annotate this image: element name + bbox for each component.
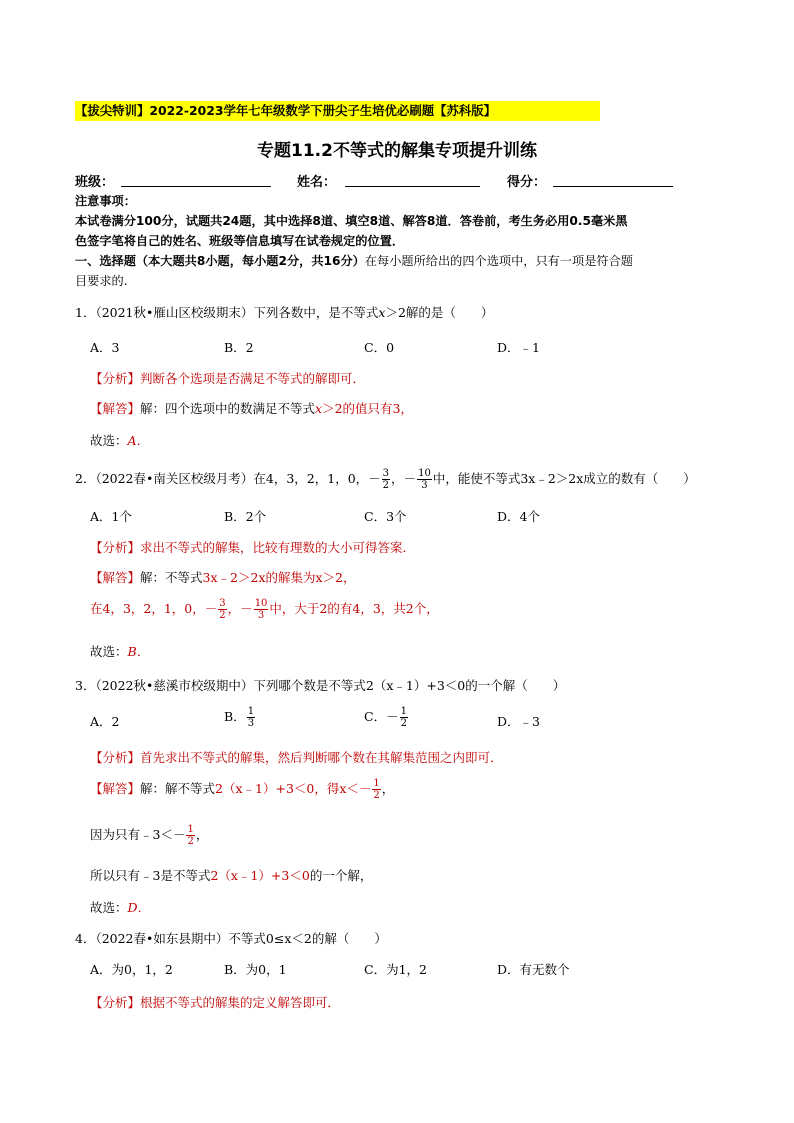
q1-analysis: 【分析】判断各个选项是否满足不等式的解即可．: [90, 371, 366, 386]
q2-option-c[interactable]: C．3个: [364, 509, 407, 524]
q3-analysis: 【分析】首先求出不等式的解集，然后判断哪个数在其解集范围之内即可．: [90, 750, 503, 765]
q2-option-a[interactable]: A．1个: [90, 509, 132, 524]
q3-option-d[interactable]: D．﹣3: [497, 714, 540, 729]
q3-option-b[interactable]: B． $\frac{1}{3}$: [224, 706, 255, 729]
q4-option-c[interactable]: C．为1，2: [364, 962, 427, 977]
q1-answer: 【解答】解：四个选项中的数满足不等式x＞2的值只有3，: [90, 401, 413, 416]
notice-heading: 注意事项：: [75, 194, 136, 208]
class-blank[interactable]: [121, 186, 271, 187]
series-banner: 【拔尖特训】2022-2023学年七年级数学下册尖子生培优必刷题【苏科版】: [75, 101, 600, 121]
question-3-stem: 3．（2022秋•慈溪市校级期中）下列哪个数是不等式2（x﹣1）+3＜0的一个解（ ）: [75, 678, 566, 693]
q2-option-d[interactable]: D．4个: [497, 509, 540, 524]
q2-option-b[interactable]: B．2个: [224, 509, 267, 524]
q1-option-c[interactable]: C．0: [364, 340, 395, 355]
name-blank[interactable]: [345, 186, 480, 187]
name-label: 姓名：: [297, 175, 337, 190]
q2-analysis: 【分析】求出不等式的解集，比较有理数的大小可得答案．: [90, 540, 416, 555]
q2-answer: 【解答】解：不等式3x﹣2＞2x的解集为x＞2，: [90, 570, 356, 585]
score-blank[interactable]: [553, 186, 673, 187]
q3-answer-line-2: 因为只有﹣3＜－ $\frac{1}{2}$ ，: [90, 824, 209, 847]
question-4-stem: 4．（2022春•如东县期中）不等式0≤x＜2的解（ ）: [75, 931, 387, 946]
q4-analysis: 【分析】根据不等式的解集的定义解答即可．: [90, 995, 341, 1010]
score-label: 得分：: [507, 175, 547, 190]
q1-option-d[interactable]: D．﹣1: [497, 340, 540, 355]
notice-line-1: 本试卷满分100分，试题共24题，其中选择8道、填空8道、解答8道．答卷前，考生务必用0.5毫米黑: [75, 214, 628, 228]
q3-option-a[interactable]: A．2: [90, 714, 120, 729]
q4-option-b[interactable]: B．为0，1: [224, 962, 287, 977]
class-label: 班级：: [75, 175, 115, 190]
q2-answer-line-2: 在4，3，2，1，0，－ $\frac{3}{2}$ ，－ $\frac{10}{3}$ 中，大于2的有4，3，共2个，: [90, 598, 439, 621]
question-1-stem: 1．（2021秋•雁山区校级期末）下列各数中，是不等式x＞2解的是（ ）: [75, 305, 494, 320]
q4-option-a[interactable]: A．为0，1，2: [90, 962, 173, 977]
notice-line-2: 色签字笔将自己的姓名、班级等信息填写在试卷规定的位置．: [75, 234, 405, 248]
student-info-row: [75, 170, 725, 192]
q4-option-d[interactable]: D．有无数个: [497, 962, 570, 977]
q3-answer: 【解答】解：解不等式2（x﹣1）+3＜0，得x＜－ $\frac{1}{2}$ ，: [90, 778, 395, 801]
q3-option-c[interactable]: C．－ $\frac{1}{2}$: [364, 706, 407, 729]
q3-answer-line-3: 所以只有﹣3是不等式2（x﹣1）+3＜0的一个解，: [90, 868, 373, 883]
q2-choice: 故选：B．: [90, 644, 150, 659]
q1-option-b[interactable]: B．2: [224, 340, 254, 355]
q1-option-a[interactable]: A．3: [90, 340, 120, 355]
section-heading-line-1: 一、选择题（本大题共8小题，每小题2分，共16分）在每小题所给出的四个选项中，只有一项是符合题: [75, 254, 633, 268]
q1-choice: 故选：A．: [90, 433, 150, 448]
page-title: 专题11.2不等式的解集专项提升训练: [257, 141, 537, 161]
q3-choice: 故选：D．: [90, 900, 151, 915]
section-heading-line-2: 目要求的.: [75, 274, 128, 288]
question-2-stem: 2．（2022春•南关区校级月考）在4，3，2，1，0，－ $\frac{3}{2}$ ，－ $\frac{10}{3}$ 中，能使不等式3x﹣2＞2x成立的数有（ ）: [75, 468, 696, 491]
